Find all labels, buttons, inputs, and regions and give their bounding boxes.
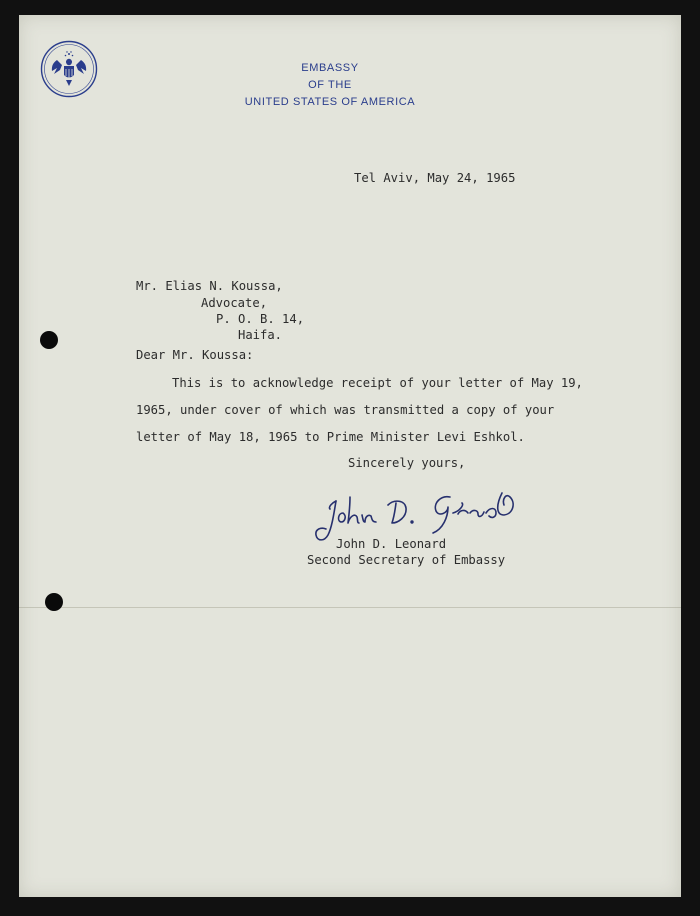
signer-name: John D. Leonard: [336, 537, 447, 551]
letterhead-line-1: EMBASSY: [301, 62, 359, 74]
fold-line: [19, 607, 681, 608]
date-line: Tel Aviv, May 24, 1965: [354, 171, 516, 185]
recipient-box: P. O. B. 14,: [216, 312, 305, 326]
closing: Sincerely yours,: [348, 456, 466, 470]
letterhead-line-2: OF THE: [308, 79, 352, 91]
punch-hole: [40, 331, 58, 349]
salutation: Dear Mr. Koussa:: [136, 348, 254, 362]
recipient-title: Advocate,: [201, 296, 268, 310]
signer-title: Second Secretary of Embassy: [307, 553, 506, 567]
embassy-letterhead: [230, 60, 430, 111]
body-line: letter of May 18, 1965 to Prime Minister Levi Eshkol.: [136, 430, 525, 444]
body-line: 1965, under cover of which was transmitted a copy of your: [136, 403, 555, 417]
great-seal-icon: [40, 40, 98, 98]
punch-hole: [45, 593, 63, 611]
letterhead-line-3: UNITED STATES OF AMERICA: [244, 96, 416, 108]
recipient-city: Haifa.: [238, 328, 283, 342]
body-line: This is to acknowledge receipt of your letter of May 19,: [172, 376, 583, 390]
recipient-name: Mr. Elias N. Koussa,: [136, 279, 283, 293]
